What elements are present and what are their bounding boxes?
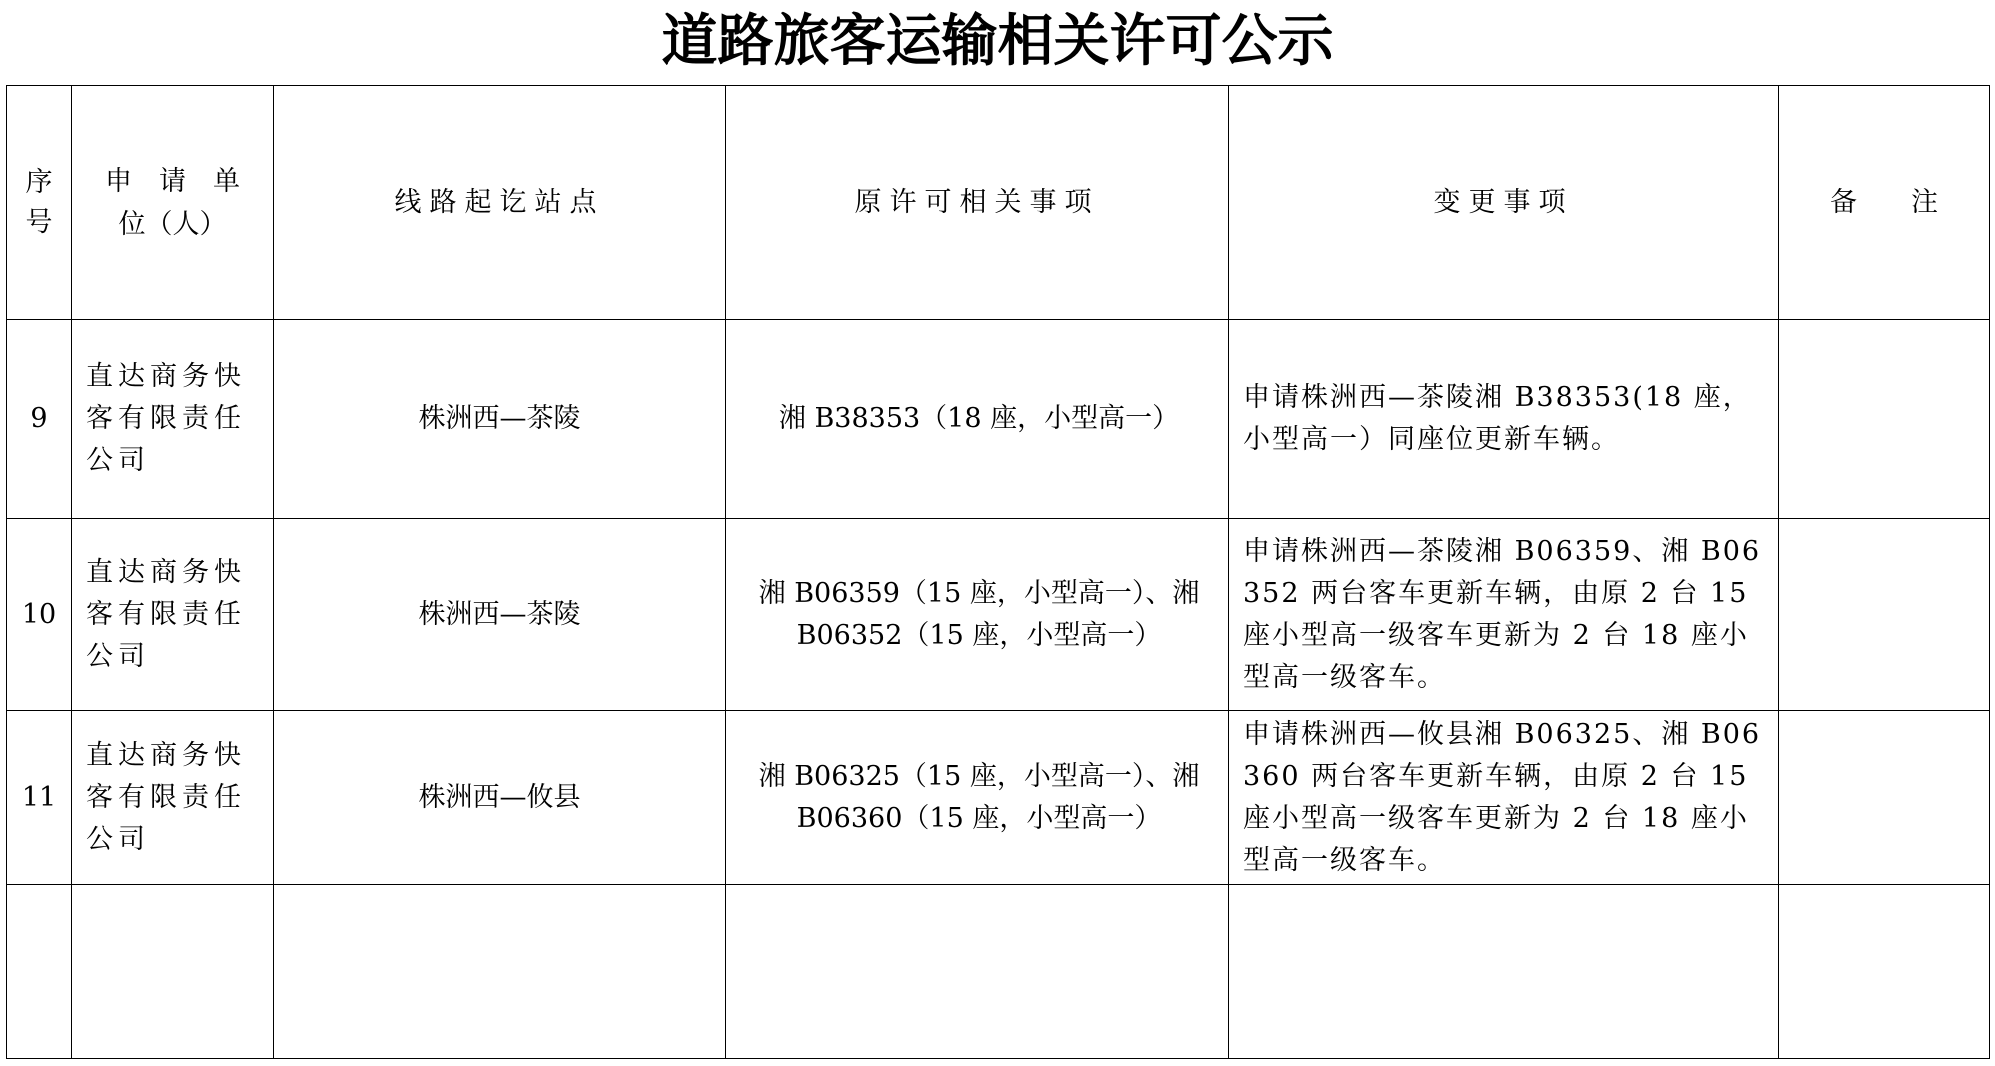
header-seq: 序号 (7, 86, 72, 320)
table-row (7, 519, 1990, 711)
row-remark (1779, 519, 1990, 711)
row-original: 湘 B38353（18 座，小型高一） (726, 320, 1229, 519)
row-seq: 11 (7, 711, 72, 885)
row-applicant: 直达商务快客有限责任公司 (72, 711, 274, 885)
row-change: 申请株洲西—茶陵湘 B38353(18 座，小型高一）同座位更新车辆。 (1229, 320, 1779, 519)
row-remark (1779, 711, 1990, 885)
empty-cell (1229, 885, 1779, 1059)
page-title: 道路旅客运输相关许可公示 (661, 9, 1334, 74)
row-original: 湘 B06359（15 座，小型高一）、湘 B06352（15 座，小型高一） (726, 519, 1229, 711)
row-original: 湘 B06325（15 座，小型高一）、湘 B06360（15 座，小型高一） (726, 711, 1229, 885)
empty-cell (274, 885, 726, 1059)
row-remark (1779, 320, 1990, 519)
row-change: 申请株洲西—攸县湘 B06325、湘 B06360 两台客车更新车辆，由原 2 台 15 座小型高一级客车更新为 2 台 18 座小型高一级客车。 (1229, 711, 1779, 885)
permit-table (6, 85, 1990, 1059)
header-remark: 备 注 (1779, 86, 1990, 320)
header-route: 线路起讫站点 (274, 86, 726, 320)
empty-cell (72, 885, 274, 1059)
header-change: 变更事项 (1229, 86, 1779, 320)
row-seq: 10 (7, 519, 72, 711)
row-applicant: 直达商务快客有限责任公司 (72, 519, 274, 711)
row-route: 株洲西—茶陵 (274, 320, 726, 519)
header-applicant: 申 请 单 位（人） (72, 86, 274, 320)
empty-cell (726, 885, 1229, 1059)
header-original: 原许可相关事项 (726, 86, 1229, 320)
row-seq: 9 (7, 320, 72, 519)
empty-cell (1779, 885, 1990, 1059)
row-change: 申请株洲西—茶陵湘 B06359、湘 B06352 两台客车更新车辆，由原 2 台 15 座小型高一级客车更新为 2 台 18 座小型高一级客车。 (1229, 519, 1779, 711)
row-route: 株洲西—茶陵 (274, 519, 726, 711)
empty-row (7, 885, 1990, 1059)
table-row (7, 711, 1990, 885)
empty-cell (7, 885, 72, 1059)
row-applicant: 直达商务快客有限责任公司 (72, 320, 274, 519)
header-row (7, 86, 1990, 320)
table-row (7, 320, 1990, 519)
row-route: 株洲西—攸县 (274, 711, 726, 885)
